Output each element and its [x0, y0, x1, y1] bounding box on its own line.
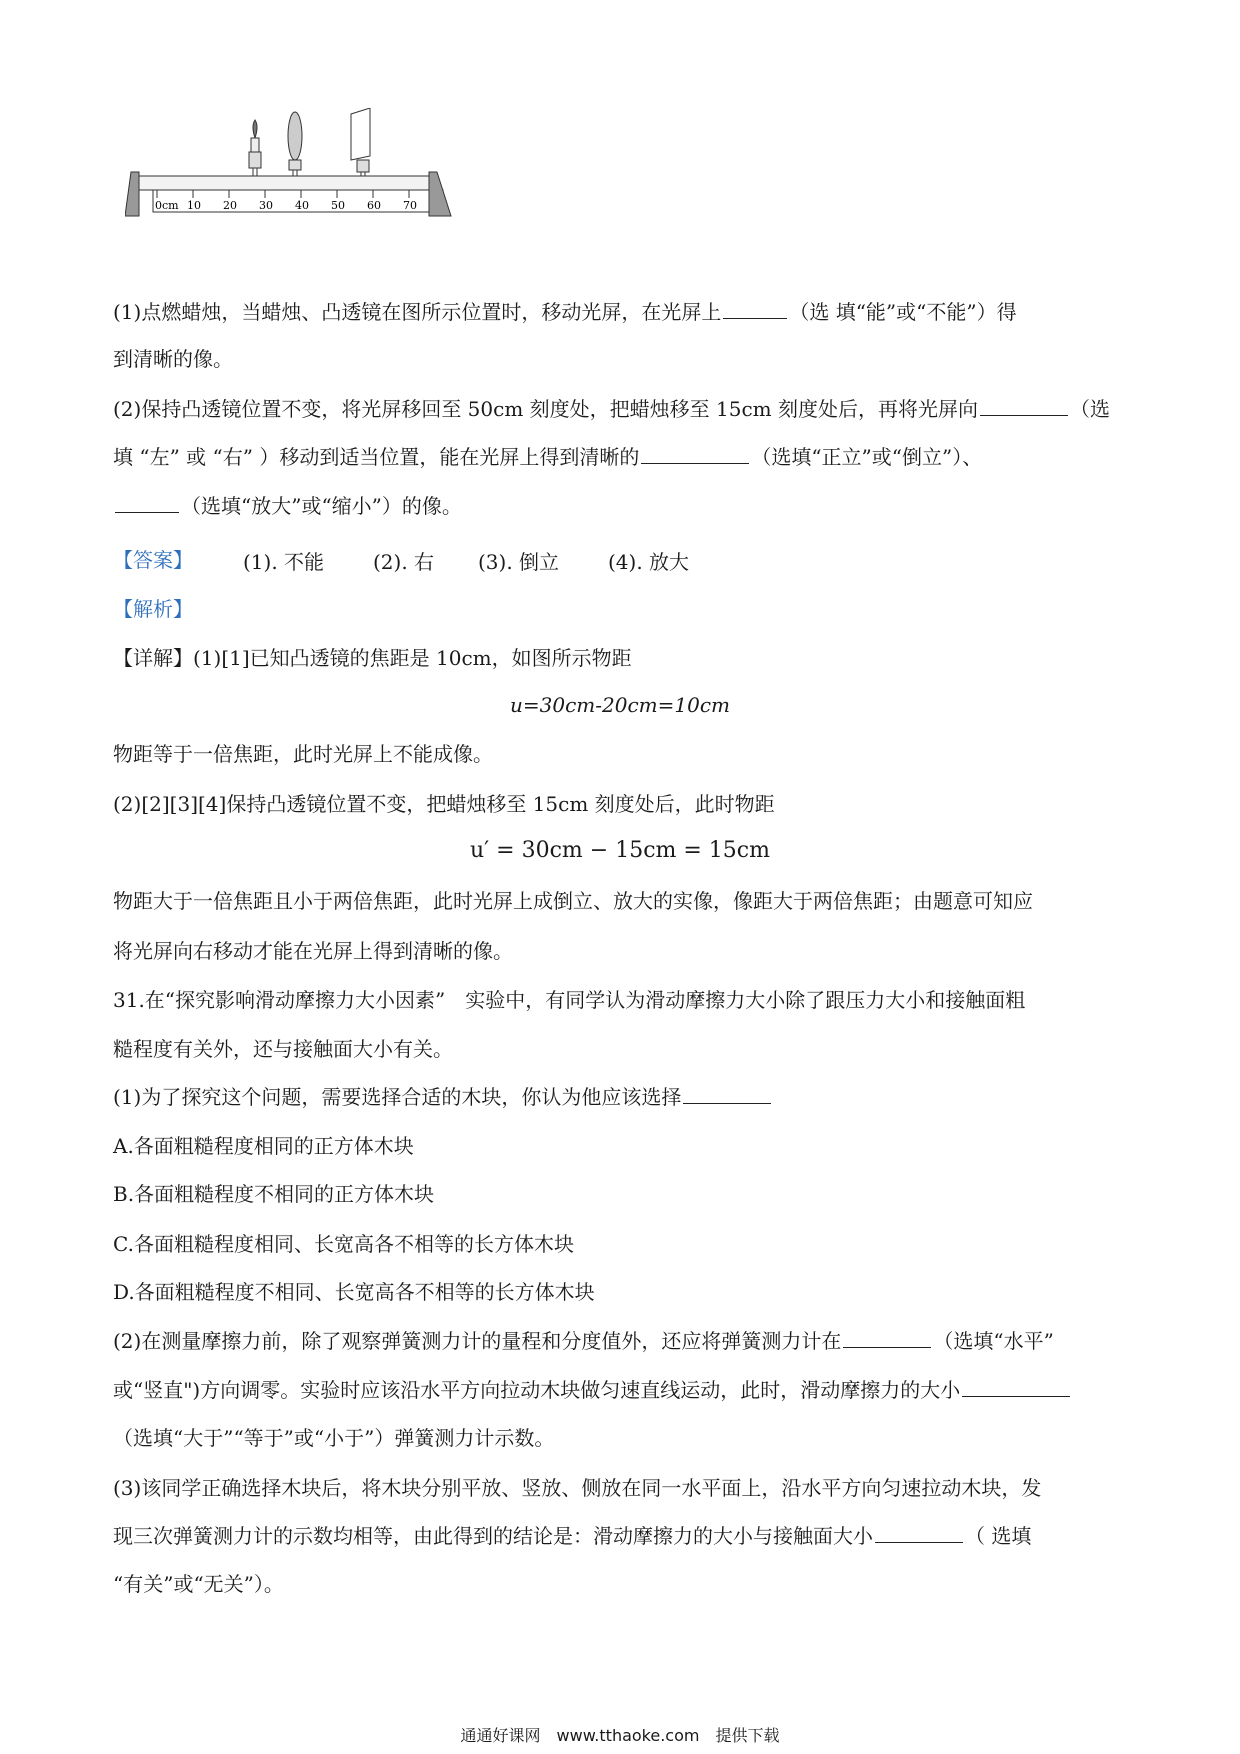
- answer-blank[interactable]: [980, 395, 1068, 416]
- q31-stem: 31.在“探究影响滑动摩擦力大小因素” 实验中，有同学认为滑动摩擦力大小除了跟压力大小和接触面粗: [113, 988, 1026, 1012]
- q31-part3-cont: 现三次弹簧测力计的示数均相等，由此得到的结论是：滑动摩擦力的大小与接触面大小 （ 选填: [113, 1524, 1032, 1548]
- answer-item: (4). 放大: [608, 550, 690, 574]
- left-stand: [125, 172, 139, 216]
- q31-part3: (3)该同学正确选择木块后，将木块分别平放、竖放、侧放在同一水平面上，沿水平方向匀速拉动木块，发: [113, 1476, 1042, 1500]
- answer-blank[interactable]: [723, 298, 787, 319]
- equation-1: u=30cm-20cm=10cm: [510, 693, 730, 717]
- ruler-tick-label: 30: [259, 199, 273, 212]
- q30-part2-cont2: （选填“放大”或“缩小”）的像。: [113, 492, 462, 520]
- answer-blank[interactable]: [683, 1083, 771, 1104]
- option-c: C.各面粗糙程度相同、长宽高各不相等的长方体木块: [113, 1232, 574, 1256]
- answer-item: (2). 右: [373, 550, 435, 574]
- q31-part1: (1)为了探究这个问题，需要选择合适的木块，你认为他应该选择: [113, 1083, 773, 1111]
- answer-blank[interactable]: [843, 1327, 931, 1348]
- q30-part2-cont: 填 “左” 或 “右” ）移动到适当位置，能在光屏上得到清晰的 （选填“正立”或“倒立”）、: [113, 445, 983, 469]
- option-b: B.各面粗糙程度不相同的正方体木块: [113, 1182, 435, 1206]
- q31-stem-cont: 糙程度有关外，还与接触面大小有关。: [113, 1037, 453, 1061]
- q30-part2: (2)保持凸透镜位置不变，将光屏移回至 50cm 刻度处，把蜡烛移至 15cm 刻度处后，再将光屏向 （选: [113, 397, 1110, 421]
- analysis-detail: 【详解】(1)[1]已知凸透镜的焦距是 10cm，如图所示物距: [113, 646, 632, 670]
- q30-part1-cont: 到清晰的像。: [113, 347, 233, 371]
- answer-item: (1). 不能: [243, 550, 325, 574]
- answer-blank[interactable]: [641, 443, 749, 464]
- q31-part2-cont: 或“竖直")方向调零。实验时应该沿水平方向拉动木块做匀速直线运动，此时，滑动摩擦力的大小: [113, 1376, 1072, 1404]
- ruler-tick-label: 70: [403, 199, 417, 212]
- answer-item: (3). 倒立: [478, 550, 560, 574]
- answer-blank[interactable]: [115, 492, 179, 513]
- analysis-conclusion-2a: 物距大于一倍焦距且小于两倍焦距，此时光屏上成倒立、放大的实像，像距大于两倍焦距；由题意可知应: [113, 889, 1033, 913]
- equation-2: u′ = 30cm − 15cm = 15cm: [470, 838, 770, 863]
- ruler-unit: 0cm: [155, 199, 179, 212]
- q31-part2-cont2: （选填“大于”“等于”或“小于”）弹簧测力计示数。: [113, 1426, 555, 1450]
- ruler-tick-label: 60: [367, 199, 381, 212]
- q31-part3-cont2: “有关”或“无关”）。: [113, 1572, 284, 1596]
- footer-source: 通通好课网 www.tthaoke.com 提供下载: [460, 1726, 780, 1745]
- analysis-conclusion-1: 物距等于一倍焦距，此时光屏上不能成像。: [113, 742, 493, 766]
- ruler-tick-label: 40: [295, 199, 309, 212]
- ruler-tick-label: 20: [223, 199, 237, 212]
- q30-part1: (1)点燃蜡烛，当蜡烛、凸透镜在图所示位置时，移动光屏，在光屏上 （选 填“能”或“不能”）得: [113, 300, 1017, 324]
- analysis-tag: 【解析】: [113, 597, 193, 621]
- ruler-tick-label: 10: [187, 199, 201, 212]
- option-d: D.各面粗糙程度不相同、长宽高各不相等的长方体木块: [113, 1280, 595, 1304]
- q31-part2: (2)在测量摩擦力前，除了观察弹簧测力计的量程和分度值外，还应将弹簧测力计在 （选填“水平”: [113, 1329, 1054, 1353]
- answer-tag: 【答案】: [113, 548, 193, 572]
- option-a: A.各面粗糙程度相同的正方体木块: [113, 1134, 414, 1158]
- bench-rail: [135, 176, 435, 190]
- ruler-tick-label: 50: [331, 199, 345, 212]
- analysis-detail-2: (2)[2][3][4]保持凸透镜位置不变，把蜡烛移至 15cm 刻度处后，此时物距: [113, 792, 775, 816]
- answer-blank[interactable]: [875, 1522, 963, 1543]
- right-stand: [429, 172, 451, 216]
- optical-bench-figure: [125, 108, 505, 248]
- answer-blank[interactable]: [962, 1376, 1070, 1397]
- analysis-conclusion-2b: 将光屏向右移动才能在光屏上得到清晰的像。: [113, 939, 513, 963]
